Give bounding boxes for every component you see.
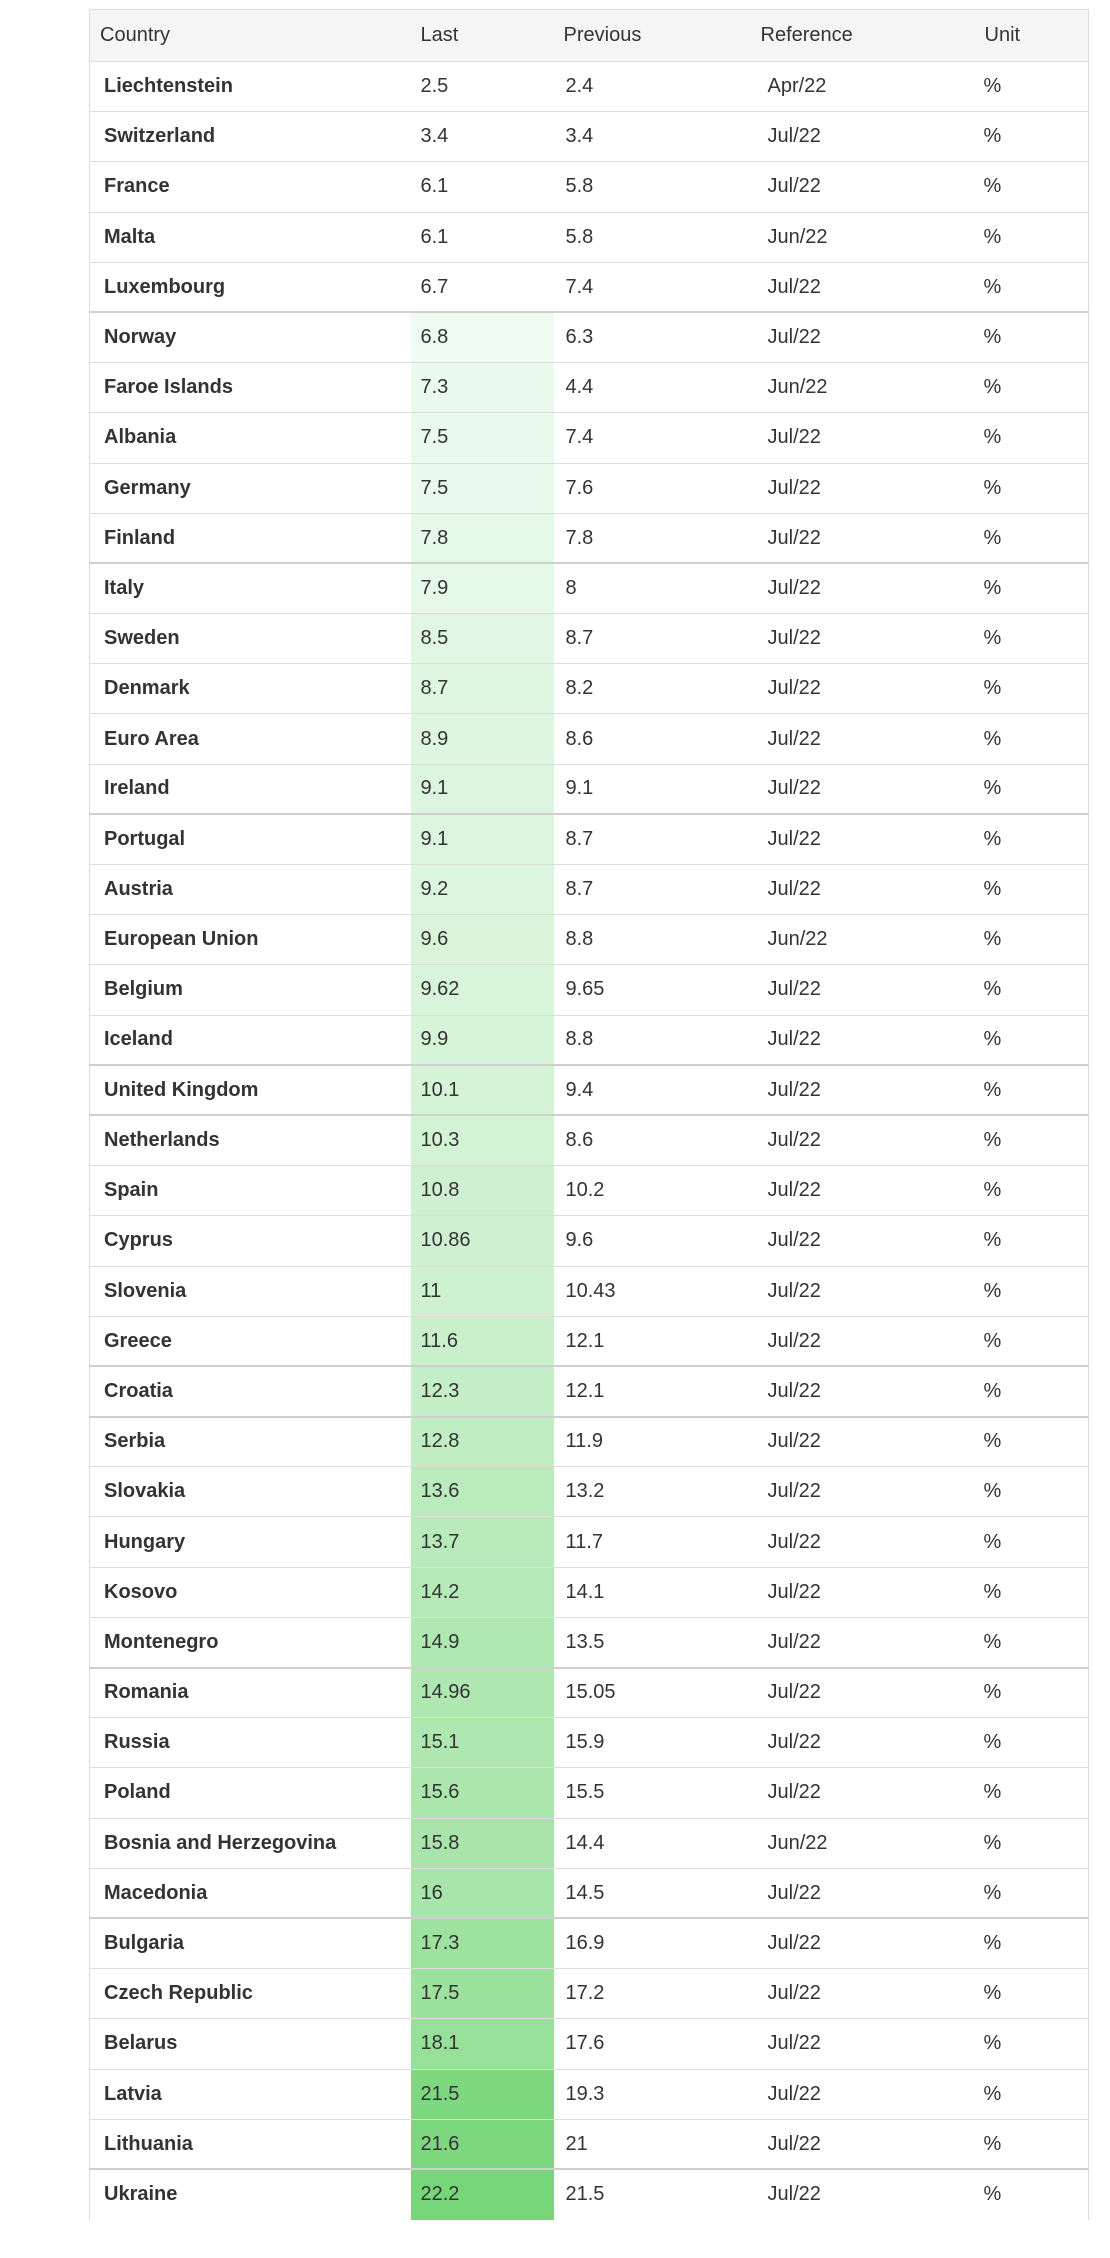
previous-value-cell: 4.4 bbox=[554, 363, 751, 413]
unit-cell: % bbox=[975, 1617, 1089, 1667]
last-value-cell: 15.1 bbox=[411, 1718, 554, 1768]
table-row bbox=[90, 764, 1089, 814]
last-value-cell: 9.2 bbox=[411, 865, 554, 915]
last-value-cell: 9.9 bbox=[411, 1015, 554, 1065]
previous-value-cell: 6.3 bbox=[554, 312, 751, 362]
previous-value-cell: 5.8 bbox=[554, 162, 751, 212]
table-row bbox=[90, 1918, 1089, 1968]
last-value-cell: 21.5 bbox=[411, 2069, 554, 2119]
table-row bbox=[90, 865, 1089, 915]
country-cell[interactable]: Poland bbox=[90, 1768, 411, 1818]
unit-cell: % bbox=[975, 1668, 1089, 1718]
table-row bbox=[90, 463, 1089, 513]
unit-cell: % bbox=[975, 363, 1089, 413]
last-value-cell: 21.6 bbox=[411, 2119, 554, 2169]
last-value-cell: 14.9 bbox=[411, 1617, 554, 1667]
reference-cell: Apr/22 bbox=[751, 62, 975, 112]
country-cell[interactable]: Croatia bbox=[90, 1366, 411, 1416]
table-row bbox=[90, 1166, 1089, 1216]
last-value-cell: 12.8 bbox=[411, 1417, 554, 1467]
table-row bbox=[90, 1115, 1089, 1165]
previous-value-cell: 9.4 bbox=[554, 1065, 751, 1115]
table-row bbox=[90, 1768, 1089, 1818]
previous-value-cell: 9.6 bbox=[554, 1216, 751, 1266]
table-row bbox=[90, 212, 1089, 262]
table-row bbox=[90, 2019, 1089, 2069]
reference-cell: Jul/22 bbox=[751, 764, 975, 814]
country-cell[interactable]: Russia bbox=[90, 1718, 411, 1768]
country-cell[interactable]: Finland bbox=[90, 513, 411, 563]
previous-value-cell: 7.4 bbox=[554, 413, 751, 463]
last-value-cell: 22.2 bbox=[411, 2169, 554, 2219]
unit-cell: % bbox=[975, 1015, 1089, 1065]
previous-value-cell: 11.7 bbox=[554, 1517, 751, 1567]
table-row bbox=[90, 1417, 1089, 1467]
unit-cell: % bbox=[975, 2069, 1089, 2119]
table-row bbox=[90, 1868, 1089, 1918]
reference-cell: Jun/22 bbox=[751, 915, 975, 965]
table-row bbox=[90, 1266, 1089, 1316]
previous-value-cell: 13.5 bbox=[554, 1617, 751, 1667]
table-row bbox=[90, 1366, 1089, 1416]
last-value-cell: 7.5 bbox=[411, 413, 554, 463]
previous-value-cell: 14.1 bbox=[554, 1567, 751, 1617]
country-cell[interactable]: Netherlands bbox=[90, 1115, 411, 1165]
country-cell[interactable]: Norway bbox=[90, 312, 411, 362]
last-value-cell: 17.5 bbox=[411, 1969, 554, 2019]
previous-value-cell: 11.9 bbox=[554, 1417, 751, 1467]
previous-value-cell: 8.6 bbox=[554, 714, 751, 764]
unit-cell: % bbox=[975, 413, 1089, 463]
table-row bbox=[90, 1316, 1089, 1366]
header-last[interactable]: Last bbox=[411, 10, 554, 62]
country-cell[interactable]: Germany bbox=[90, 463, 411, 513]
previous-value-cell: 7.4 bbox=[554, 262, 751, 312]
country-cell[interactable]: Macedonia bbox=[90, 1868, 411, 1918]
last-value-cell: 10.3 bbox=[411, 1115, 554, 1165]
last-value-cell: 16 bbox=[411, 1868, 554, 1918]
country-cell[interactable]: Belarus bbox=[90, 2019, 411, 2069]
reference-cell: Jul/22 bbox=[751, 312, 975, 362]
unit-cell: % bbox=[975, 1567, 1089, 1617]
unit-cell: % bbox=[975, 312, 1089, 362]
previous-value-cell: 8.8 bbox=[554, 915, 751, 965]
unit-cell: % bbox=[975, 1417, 1089, 1467]
last-value-cell: 10.86 bbox=[411, 1216, 554, 1266]
reference-cell: Jul/22 bbox=[751, 1868, 975, 1918]
unit-cell: % bbox=[975, 1718, 1089, 1768]
reference-cell: Jul/22 bbox=[751, 463, 975, 513]
unit-cell: % bbox=[975, 1266, 1089, 1316]
unit-cell: % bbox=[975, 1768, 1089, 1818]
previous-value-cell: 2.4 bbox=[554, 62, 751, 112]
last-value-cell: 6.1 bbox=[411, 162, 554, 212]
unit-cell: % bbox=[975, 614, 1089, 664]
last-value-cell: 7.9 bbox=[411, 563, 554, 613]
table-row bbox=[90, 363, 1089, 413]
unit-cell: % bbox=[975, 162, 1089, 212]
last-value-cell: 6.8 bbox=[411, 312, 554, 362]
last-value-cell: 13.7 bbox=[411, 1517, 554, 1567]
reference-cell: Jul/22 bbox=[751, 965, 975, 1015]
table-row bbox=[90, 413, 1089, 463]
table-row bbox=[90, 112, 1089, 162]
country-cell[interactable]: Iceland bbox=[90, 1015, 411, 1065]
country-cell[interactable]: Ukraine bbox=[90, 2169, 411, 2219]
reference-cell: Jul/22 bbox=[751, 1467, 975, 1517]
previous-value-cell: 9.1 bbox=[554, 764, 751, 814]
country-table bbox=[89, 9, 1089, 2220]
table-row bbox=[90, 563, 1089, 613]
reference-cell: Jul/22 bbox=[751, 162, 975, 212]
country-cell[interactable]: Slovenia bbox=[90, 1266, 411, 1316]
previous-value-cell: 21.5 bbox=[554, 2169, 751, 2219]
last-value-cell: 9.62 bbox=[411, 965, 554, 1015]
reference-cell: Jul/22 bbox=[751, 2069, 975, 2119]
country-cell[interactable]: Denmark bbox=[90, 664, 411, 714]
last-value-cell: 18.1 bbox=[411, 2019, 554, 2069]
previous-value-cell: 9.65 bbox=[554, 965, 751, 1015]
table-row bbox=[90, 965, 1089, 1015]
reference-cell: Jul/22 bbox=[751, 1918, 975, 1968]
reference-cell: Jul/22 bbox=[751, 1115, 975, 1165]
reference-cell: Jul/22 bbox=[751, 112, 975, 162]
unit-cell: % bbox=[975, 814, 1089, 864]
country-cell[interactable]: Ireland bbox=[90, 764, 411, 814]
table-row bbox=[90, 62, 1089, 112]
reference-cell: Jul/22 bbox=[751, 1065, 975, 1115]
previous-value-cell: 7.6 bbox=[554, 463, 751, 513]
country-cell[interactable]: Cyprus bbox=[90, 1216, 411, 1266]
reference-cell: Jul/22 bbox=[751, 814, 975, 864]
previous-value-cell: 17.6 bbox=[554, 2019, 751, 2069]
previous-value-cell: 17.2 bbox=[554, 1969, 751, 2019]
reference-cell: Jul/22 bbox=[751, 614, 975, 664]
last-value-cell: 15.6 bbox=[411, 1768, 554, 1818]
previous-value-cell: 12.1 bbox=[554, 1316, 751, 1366]
previous-value-cell: 21 bbox=[554, 2119, 751, 2169]
reference-cell: Jun/22 bbox=[751, 1818, 975, 1868]
last-value-cell: 17.3 bbox=[411, 1918, 554, 1968]
reference-cell: Jul/22 bbox=[751, 1517, 975, 1567]
country-cell[interactable]: Faroe Islands bbox=[90, 363, 411, 413]
reference-cell: Jul/22 bbox=[751, 1768, 975, 1818]
previous-value-cell: 3.4 bbox=[554, 112, 751, 162]
last-value-cell: 6.1 bbox=[411, 212, 554, 262]
unit-cell: % bbox=[975, 2119, 1089, 2169]
table-row bbox=[90, 1015, 1089, 1065]
header-reference[interactable]: Reference bbox=[751, 10, 975, 62]
last-value-cell: 9.1 bbox=[411, 814, 554, 864]
reference-cell: Jul/22 bbox=[751, 2019, 975, 2069]
last-value-cell: 3.4 bbox=[411, 112, 554, 162]
country-cell[interactable]: Hungary bbox=[90, 1517, 411, 1567]
country-cell[interactable]: France bbox=[90, 162, 411, 212]
previous-value-cell: 16.9 bbox=[554, 1918, 751, 1968]
country-cell[interactable]: Italy bbox=[90, 563, 411, 613]
last-value-cell: 10.8 bbox=[411, 1166, 554, 1216]
table-row bbox=[90, 1718, 1089, 1768]
header-unit[interactable]: Unit bbox=[975, 10, 1089, 62]
unit-cell: % bbox=[975, 513, 1089, 563]
country-cell[interactable]: Portugal bbox=[90, 814, 411, 864]
unit-cell: % bbox=[975, 714, 1089, 764]
previous-value-cell: 8.7 bbox=[554, 865, 751, 915]
last-value-cell: 6.7 bbox=[411, 262, 554, 312]
table-row bbox=[90, 312, 1089, 362]
country-cell[interactable]: Greece bbox=[90, 1316, 411, 1366]
country-cell[interactable]: Austria bbox=[90, 865, 411, 915]
reference-cell: Jul/22 bbox=[751, 664, 975, 714]
reference-cell: Jul/22 bbox=[751, 1718, 975, 1768]
table-row bbox=[90, 1818, 1089, 1868]
last-value-cell: 14.96 bbox=[411, 1668, 554, 1718]
unit-cell: % bbox=[975, 865, 1089, 915]
last-value-cell: 10.1 bbox=[411, 1065, 554, 1115]
table-row bbox=[90, 1065, 1089, 1115]
previous-value-cell: 10.43 bbox=[554, 1266, 751, 1316]
previous-value-cell: 15.5 bbox=[554, 1768, 751, 1818]
unit-cell: % bbox=[975, 2019, 1089, 2069]
table-body bbox=[90, 62, 1089, 2220]
last-value-cell: 13.6 bbox=[411, 1467, 554, 1517]
reference-cell: Jul/22 bbox=[751, 1166, 975, 1216]
table-row bbox=[90, 1969, 1089, 2019]
country-cell[interactable]: Switzerland bbox=[90, 112, 411, 162]
previous-value-cell: 15.05 bbox=[554, 1668, 751, 1718]
last-value-cell: 11.6 bbox=[411, 1316, 554, 1366]
reference-cell: Jul/22 bbox=[751, 1969, 975, 2019]
country-cell[interactable]: Bosnia and Herzegovina bbox=[90, 1818, 411, 1868]
last-value-cell: 8.7 bbox=[411, 664, 554, 714]
unit-cell: % bbox=[975, 1316, 1089, 1366]
table-row bbox=[90, 162, 1089, 212]
country-cell[interactable]: Serbia bbox=[90, 1417, 411, 1467]
last-value-cell: 8.9 bbox=[411, 714, 554, 764]
previous-value-cell: 5.8 bbox=[554, 212, 751, 262]
table-row bbox=[90, 1467, 1089, 1517]
table-row bbox=[90, 915, 1089, 965]
country-cell[interactable]: Romania bbox=[90, 1668, 411, 1718]
previous-value-cell: 8.7 bbox=[554, 614, 751, 664]
unit-cell: % bbox=[975, 1115, 1089, 1165]
unit-cell: % bbox=[975, 1467, 1089, 1517]
reference-cell: Jul/22 bbox=[751, 1417, 975, 1467]
reference-cell: Jul/22 bbox=[751, 1366, 975, 1416]
reference-cell: Jul/22 bbox=[751, 2119, 975, 2169]
table-header-row bbox=[90, 10, 1089, 62]
last-value-cell: 12.3 bbox=[411, 1366, 554, 1416]
unit-cell: % bbox=[975, 664, 1089, 714]
last-value-cell: 9.6 bbox=[411, 915, 554, 965]
reference-cell: Jul/22 bbox=[751, 513, 975, 563]
table-row bbox=[90, 1216, 1089, 1266]
header-country[interactable]: Country bbox=[90, 10, 411, 62]
previous-value-cell: 12.1 bbox=[554, 1366, 751, 1416]
previous-value-cell: 14.5 bbox=[554, 1868, 751, 1918]
country-cell[interactable]: Spain bbox=[90, 1166, 411, 1216]
unit-cell: % bbox=[975, 262, 1089, 312]
previous-value-cell: 13.2 bbox=[554, 1467, 751, 1517]
last-value-cell: 15.8 bbox=[411, 1818, 554, 1868]
reference-cell: Jul/22 bbox=[751, 413, 975, 463]
previous-value-cell: 8 bbox=[554, 563, 751, 613]
previous-value-cell: 15.9 bbox=[554, 1718, 751, 1768]
inflation-table-container bbox=[89, 9, 1088, 2220]
country-cell[interactable]: Czech Republic bbox=[90, 1969, 411, 2019]
last-value-cell: 7.5 bbox=[411, 463, 554, 513]
country-cell[interactable]: Sweden bbox=[90, 614, 411, 664]
reference-cell: Jul/22 bbox=[751, 1567, 975, 1617]
reference-cell: Jul/22 bbox=[751, 1266, 975, 1316]
country-cell[interactable]: Bulgaria bbox=[90, 1918, 411, 1968]
last-value-cell: 14.2 bbox=[411, 1567, 554, 1617]
reference-cell: Jul/22 bbox=[751, 2169, 975, 2219]
table-row bbox=[90, 1517, 1089, 1567]
unit-cell: % bbox=[975, 965, 1089, 1015]
reference-cell: Jul/22 bbox=[751, 865, 975, 915]
country-cell[interactable]: United Kingdom bbox=[90, 1065, 411, 1115]
reference-cell: Jun/22 bbox=[751, 363, 975, 413]
reference-cell: Jul/22 bbox=[751, 714, 975, 764]
previous-value-cell: 8.6 bbox=[554, 1115, 751, 1165]
last-value-cell: 11 bbox=[411, 1266, 554, 1316]
table-row bbox=[90, 2119, 1089, 2169]
reference-cell: Jul/22 bbox=[751, 1316, 975, 1366]
country-cell[interactable]: Lithuania bbox=[90, 2119, 411, 2169]
country-cell[interactable]: Albania bbox=[90, 413, 411, 463]
header-previous[interactable]: Previous bbox=[554, 10, 751, 62]
unit-cell: % bbox=[975, 1166, 1089, 1216]
previous-value-cell: 14.4 bbox=[554, 1818, 751, 1868]
reference-cell: Jul/22 bbox=[751, 1216, 975, 1266]
table-row bbox=[90, 513, 1089, 563]
previous-value-cell: 8.7 bbox=[554, 814, 751, 864]
country-cell[interactable]: European Union bbox=[90, 915, 411, 965]
table-row bbox=[90, 664, 1089, 714]
last-value-cell: 8.5 bbox=[411, 614, 554, 664]
previous-value-cell: 7.8 bbox=[554, 513, 751, 563]
country-cell[interactable]: Belgium bbox=[90, 965, 411, 1015]
last-value-cell: 2.5 bbox=[411, 62, 554, 112]
reference-cell: Jul/22 bbox=[751, 1668, 975, 1718]
unit-cell: % bbox=[975, 563, 1089, 613]
country-cell[interactable]: Malta bbox=[90, 212, 411, 262]
table-row bbox=[90, 2069, 1089, 2119]
unit-cell: % bbox=[975, 1065, 1089, 1115]
unit-cell: % bbox=[975, 1918, 1089, 1968]
country-cell[interactable]: Luxembourg bbox=[90, 262, 411, 312]
reference-cell: Jul/22 bbox=[751, 563, 975, 613]
country-cell[interactable]: Euro Area bbox=[90, 714, 411, 764]
table-row bbox=[90, 1668, 1089, 1718]
previous-value-cell: 10.2 bbox=[554, 1166, 751, 1216]
unit-cell: % bbox=[975, 463, 1089, 513]
unit-cell: % bbox=[975, 1868, 1089, 1918]
unit-cell: % bbox=[975, 112, 1089, 162]
unit-cell: % bbox=[975, 212, 1089, 262]
last-value-cell: 7.8 bbox=[411, 513, 554, 563]
table-row bbox=[90, 2169, 1089, 2219]
country-cell[interactable]: Montenegro bbox=[90, 1617, 411, 1667]
table-row bbox=[90, 1567, 1089, 1617]
reference-cell: Jul/22 bbox=[751, 262, 975, 312]
unit-cell: % bbox=[975, 1366, 1089, 1416]
country-cell[interactable]: Latvia bbox=[90, 2069, 411, 2119]
previous-value-cell: 19.3 bbox=[554, 2069, 751, 2119]
reference-cell: Jul/22 bbox=[751, 1015, 975, 1065]
unit-cell: % bbox=[975, 1969, 1089, 2019]
table-row bbox=[90, 262, 1089, 312]
table-row bbox=[90, 614, 1089, 664]
unit-cell: % bbox=[975, 915, 1089, 965]
table-row bbox=[90, 714, 1089, 764]
table-row bbox=[90, 1617, 1089, 1667]
unit-cell: % bbox=[975, 1818, 1089, 1868]
country-cell[interactable]: Liechtenstein bbox=[90, 62, 411, 112]
table-row bbox=[90, 814, 1089, 864]
country-cell[interactable]: Slovakia bbox=[90, 1467, 411, 1517]
last-value-cell: 7.3 bbox=[411, 363, 554, 413]
unit-cell: % bbox=[975, 62, 1089, 112]
reference-cell: Jul/22 bbox=[751, 1617, 975, 1667]
last-value-cell: 9.1 bbox=[411, 764, 554, 814]
country-cell[interactable]: Kosovo bbox=[90, 1567, 411, 1617]
previous-value-cell: 8.2 bbox=[554, 664, 751, 714]
unit-cell: % bbox=[975, 764, 1089, 814]
reference-cell: Jun/22 bbox=[751, 212, 975, 262]
unit-cell: % bbox=[975, 1517, 1089, 1567]
unit-cell: % bbox=[975, 2169, 1089, 2219]
previous-value-cell: 8.8 bbox=[554, 1015, 751, 1065]
unit-cell: % bbox=[975, 1216, 1089, 1266]
